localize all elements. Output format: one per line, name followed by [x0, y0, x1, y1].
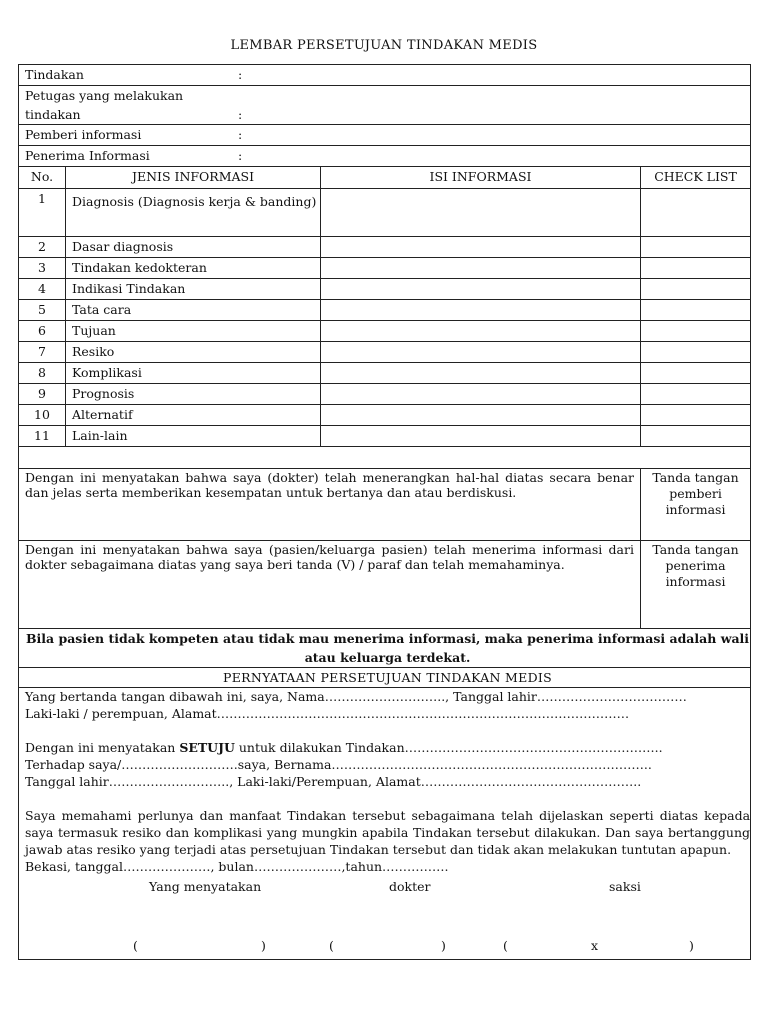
row-jenis: Tata cara	[66, 300, 321, 321]
consent-line-agree	[25, 739, 750, 756]
row-isi-cell[interactable]	[321, 258, 641, 279]
field-label: Petugas yang melakukan tindakan	[25, 88, 184, 122]
agree-prefix: Dengan ini menyatakan	[25, 740, 180, 755]
table-row	[19, 279, 751, 300]
row-number: 7	[19, 342, 66, 363]
table-row	[19, 363, 751, 384]
table-header	[19, 167, 751, 189]
consent-body-row	[19, 688, 751, 960]
agree-keyword: SETUJU	[179, 740, 235, 755]
row-number: 5	[19, 300, 66, 321]
row-number: 8	[19, 363, 66, 384]
row-jenis: Resiko	[66, 342, 321, 363]
row-isi-cell[interactable]	[321, 342, 641, 363]
consent-paragraph: Saya memahami perlunya dan manfaat Tindakan tersebut sebagaimana telah dijelaskan seperti diatas kepada saya termasuk resiko dan komplikasi yang mungkin apabila Tindakan tersebut dilakukan. Dan saya bertanggung jawab atas resiko yang terjadi atas persetujuan Tindakan tersebut dan tidak akan melakukan tuntutan apapun.	[25, 808, 751, 857]
header-jenis: JENIS INFORMASI	[66, 167, 321, 189]
table-row	[19, 300, 751, 321]
row-isi-cell[interactable]	[321, 321, 641, 342]
row-isi-cell[interactable]	[321, 279, 641, 300]
row-jenis: Prognosis	[66, 384, 321, 405]
row-number: 9	[19, 384, 66, 405]
patient-statement-text: Dengan ini menyatakan bahwa saya (pasien/keluarga pasien) telah menerima informasi dari dokter sebagaimana diatas yang saya beri tanda (V) / paraf dan telah memahaminya.	[19, 541, 641, 629]
field-label: Tindakan	[25, 67, 84, 82]
signers-row	[25, 878, 750, 895]
consent-line-subject: Terhadap saya/……………………….saya, Bernama…………………………………………………………………..	[25, 757, 652, 772]
row-number: 6	[19, 321, 66, 342]
table-row	[19, 237, 751, 258]
row-isi-cell[interactable]	[321, 426, 641, 447]
row-number: 1	[19, 189, 66, 237]
paren-open-1: (	[133, 938, 138, 953]
row-jenis: Indikasi Tindakan	[66, 279, 321, 300]
paren-open-3: (	[503, 938, 508, 953]
guardian-note-row	[19, 629, 751, 668]
form-title: LEMBAR PERSETUJUAN TINDAKAN MEDIS	[230, 38, 538, 53]
row-checklist-cell[interactable]	[641, 258, 751, 279]
table-row	[19, 258, 751, 279]
row-number: 11	[19, 426, 66, 447]
row-checklist-cell[interactable]	[641, 405, 751, 426]
header-no: No.	[19, 167, 66, 189]
doctor-signature-cell[interactable]: Tanda tangan pemberi informasi	[641, 469, 751, 541]
row-isi-cell[interactable]	[321, 300, 641, 321]
row-isi-cell[interactable]	[321, 384, 641, 405]
signer-declarant: Yang menyatakan	[149, 879, 262, 894]
header-checklist: CHECK LIST	[641, 167, 751, 189]
field-label: Penerima Informasi	[25, 148, 150, 163]
paren-close-1: )	[261, 938, 266, 953]
consent-line-gender: Laki-laki / perempuan, Alamat………………………………………………………………………………………	[25, 706, 630, 721]
row-isi-cell[interactable]	[321, 363, 641, 384]
row-checklist-cell[interactable]	[641, 237, 751, 258]
table-row	[19, 321, 751, 342]
paren-close-2: )	[441, 938, 446, 953]
table-row	[19, 405, 751, 426]
table-row	[19, 384, 751, 405]
row-number: 3	[19, 258, 66, 279]
consent-form-table	[18, 64, 751, 960]
consent-date-line: Bekasi, tanggal…………………, bulan…………………,tahun…………….	[25, 859, 449, 874]
header-isi: ISI INFORMASI	[321, 167, 641, 189]
row-number: 2	[19, 237, 66, 258]
row-number: 10	[19, 405, 66, 426]
paren-close-3: )	[689, 938, 694, 953]
agree-suffix: untuk dilakukan Tindakan……………………………………………………..	[234, 740, 663, 755]
row-checklist-cell[interactable]	[641, 189, 751, 237]
row-checklist-cell[interactable]	[641, 279, 751, 300]
row-checklist-cell[interactable]	[641, 300, 751, 321]
field-sep: :	[238, 127, 243, 142]
field-petugas	[19, 86, 751, 125]
row-checklist-cell[interactable]	[641, 321, 751, 342]
table-row	[19, 426, 751, 447]
field-penerima	[19, 146, 751, 167]
row-checklist-cell[interactable]	[641, 342, 751, 363]
row-checklist-cell[interactable]	[641, 384, 751, 405]
row-isi-cell[interactable]	[321, 237, 641, 258]
guardian-note: Bila pasien tidak kompeten atau tidak mau menerima informasi, maka penerima informasi adalah wali atau keluarga terdekat.	[19, 629, 751, 668]
row-isi-cell[interactable]	[321, 405, 641, 426]
row-checklist-cell[interactable]	[641, 363, 751, 384]
field-sep: :	[238, 67, 243, 82]
row-checklist-cell[interactable]	[641, 426, 751, 447]
row-jenis: Tindakan kedokteran	[66, 258, 321, 279]
consent-heading-row	[19, 668, 751, 688]
consent-line-birth: Tanggal lahir……………………….., Laki-laki/Perempuan, Alamat……………………………………………..	[25, 774, 642, 789]
doctor-statement-text: Dengan ini menyatakan bahwa saya (dokter) telah menerangkan hal-hal diatas secara benar dan jelas serta memberikan kesempatan untuk bertanya dan atau berdiskusi.	[19, 469, 641, 541]
field-sep: :	[238, 107, 243, 122]
table-row	[19, 189, 751, 237]
paren-open-2: (	[329, 938, 334, 953]
signer-witness: saksi	[609, 879, 641, 894]
spacer-row	[19, 447, 751, 469]
row-jenis: Diagnosis (Diagnosis kerja & banding)	[66, 189, 321, 237]
consent-line-name: Yang bertanda tangan dibawah ini, saya, Nama……………………….., Tanggal lahir………………………………	[25, 689, 687, 704]
field-sep: :	[238, 148, 243, 163]
row-jenis: Lain-lain	[66, 426, 321, 447]
x-mark: x	[591, 938, 599, 953]
field-tindakan	[19, 65, 751, 86]
row-jenis: Komplikasi	[66, 363, 321, 384]
patient-signature-cell[interactable]: Tanda tangan penerima informasi	[641, 541, 751, 629]
row-isi-cell[interactable]	[321, 189, 641, 237]
table-row	[19, 342, 751, 363]
row-jenis: Dasar diagnosis	[66, 237, 321, 258]
consent-heading: PERNYATAAN PERSETUJUAN TINDAKAN MEDIS	[19, 668, 751, 688]
signature-parens-row	[25, 937, 750, 954]
row-number: 4	[19, 279, 66, 300]
doctor-statement-row	[19, 469, 751, 541]
consent-body	[19, 688, 751, 960]
signer-doctor: dokter	[389, 879, 431, 894]
row-jenis: Tujuan	[66, 321, 321, 342]
row-jenis: Alternatif	[66, 405, 321, 426]
patient-statement-row	[19, 541, 751, 629]
field-pemberi	[19, 125, 751, 146]
field-label: Pemberi informasi	[25, 127, 142, 142]
